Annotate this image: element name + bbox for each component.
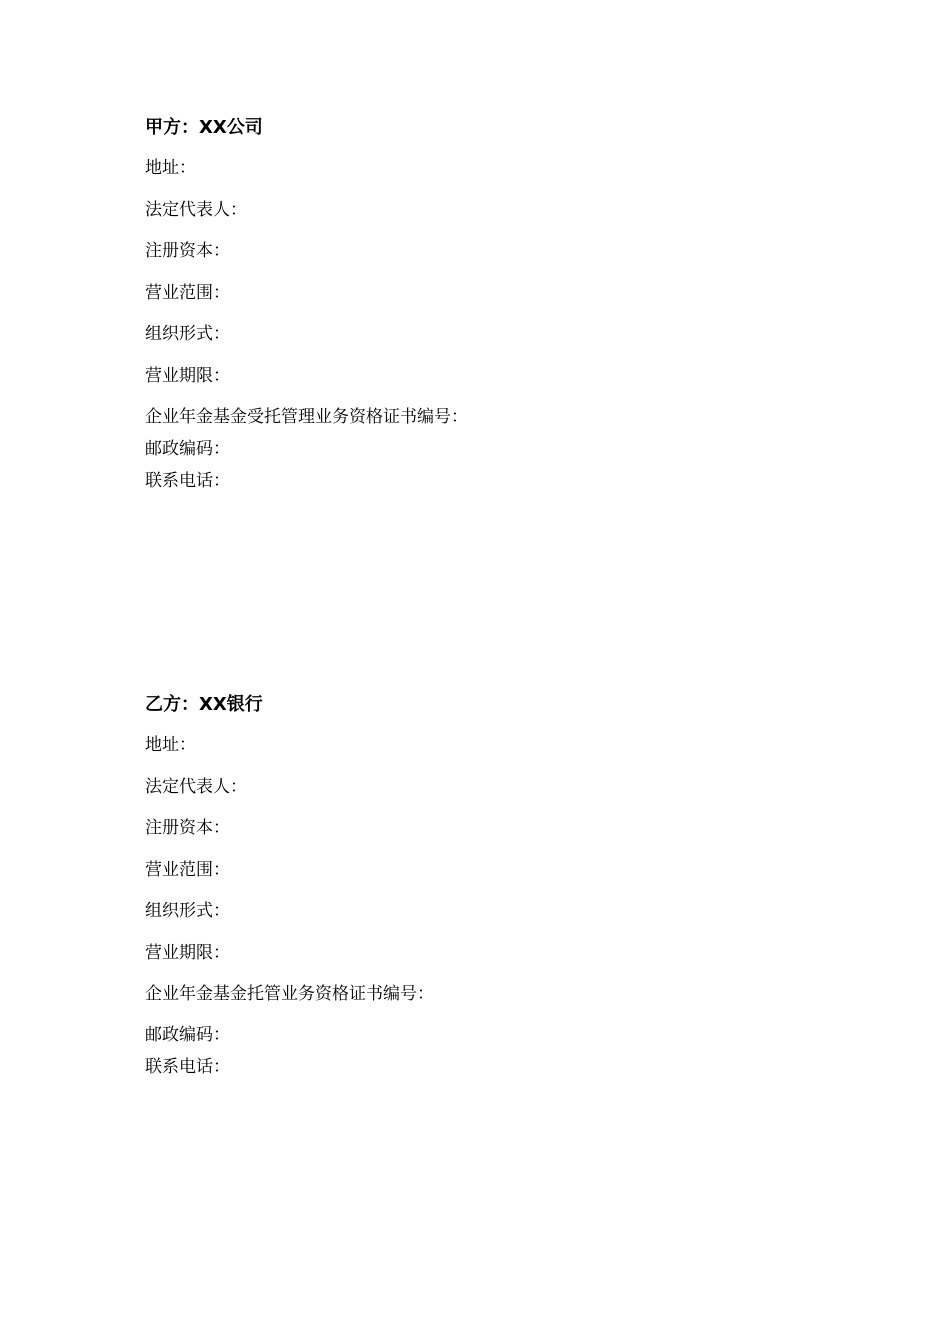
party-b-registered-capital-label: 注册资本：: [145, 818, 230, 838]
party-a-address-label: 地址：: [145, 158, 196, 178]
party-b-organization-form-label: 组织形式：: [145, 901, 230, 921]
party-b-legal-rep-label: 法定代表人：: [145, 777, 247, 797]
party-a-heading: 甲方：XX公司: [145, 117, 263, 138]
party-a-postal-code-label: 邮政编码：: [145, 439, 230, 459]
party-b-business-scope-label: 营业范围：: [145, 860, 230, 880]
party-b-certificate-number-label: 企业年金基金托管业务资格证书编号：: [145, 984, 434, 1004]
party-b-address-label: 地址：: [145, 735, 196, 755]
party-a-phone-label: 联系电话：: [145, 471, 230, 491]
party-a-business-scope-label: 营业范围：: [145, 283, 230, 303]
party-b-postal-code-label: 邮政编码：: [145, 1025, 230, 1045]
party-b-business-term-label: 营业期限：: [145, 943, 230, 963]
party-a-organization-form-label: 组织形式：: [145, 324, 230, 344]
party-b-heading: 乙方：XX银行: [145, 694, 263, 715]
party-a-legal-rep-label: 法定代表人：: [145, 200, 247, 220]
party-a-section: [145, 116, 845, 491]
party-a-certificate-number-label: 企业年金基金受托管理业务资格证书编号：: [145, 407, 468, 427]
party-a-registered-capital-label: 注册资本：: [145, 241, 230, 261]
party-b-phone-label: 联系电话：: [145, 1057, 230, 1077]
party-a-business-term-label: 营业期限：: [145, 366, 230, 386]
party-b-section: [145, 693, 845, 1077]
